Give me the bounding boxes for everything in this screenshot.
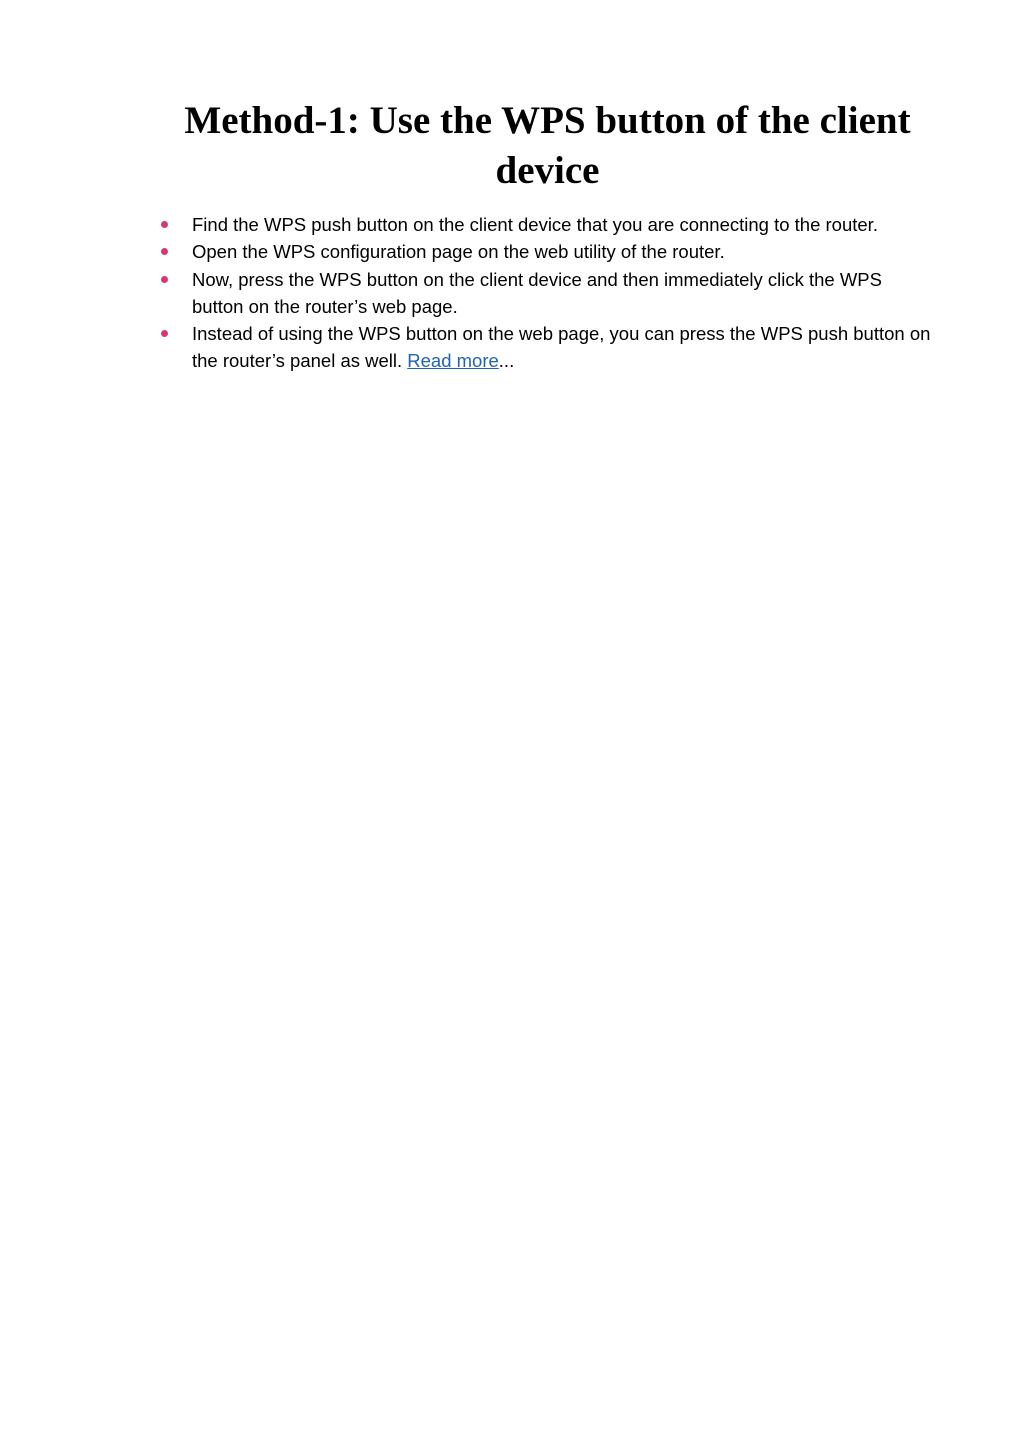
list-item-text: Open the WPS configuration page on the web utility of the router. xyxy=(192,241,725,263)
bullet-icon xyxy=(161,276,168,283)
read-more-link[interactable]: Read more xyxy=(407,350,499,372)
page-title: Method-1: Use the WPS button of the client device xyxy=(184,99,911,192)
list-item xyxy=(0,266,932,321)
list-item-text: Find the WPS push button on the client device that you are connecting to the router. xyxy=(192,214,878,235)
list-item-text: Instead of using the WPS button on the web page, you can press the WPS push button on the router’s panel as well. xyxy=(192,323,931,372)
bullet-icon xyxy=(161,221,168,228)
steps-list xyxy=(0,211,1023,375)
bullet-icon xyxy=(161,330,168,337)
bullet-icon xyxy=(161,248,168,255)
list-item-text: Now, press the WPS button on the client device and then immediately click the WPS button on the router’s web page. xyxy=(192,268,882,317)
list-item xyxy=(0,320,932,375)
read-more-ellipsis: ... xyxy=(498,350,515,372)
list-item xyxy=(0,238,932,265)
list-item xyxy=(0,211,932,238)
